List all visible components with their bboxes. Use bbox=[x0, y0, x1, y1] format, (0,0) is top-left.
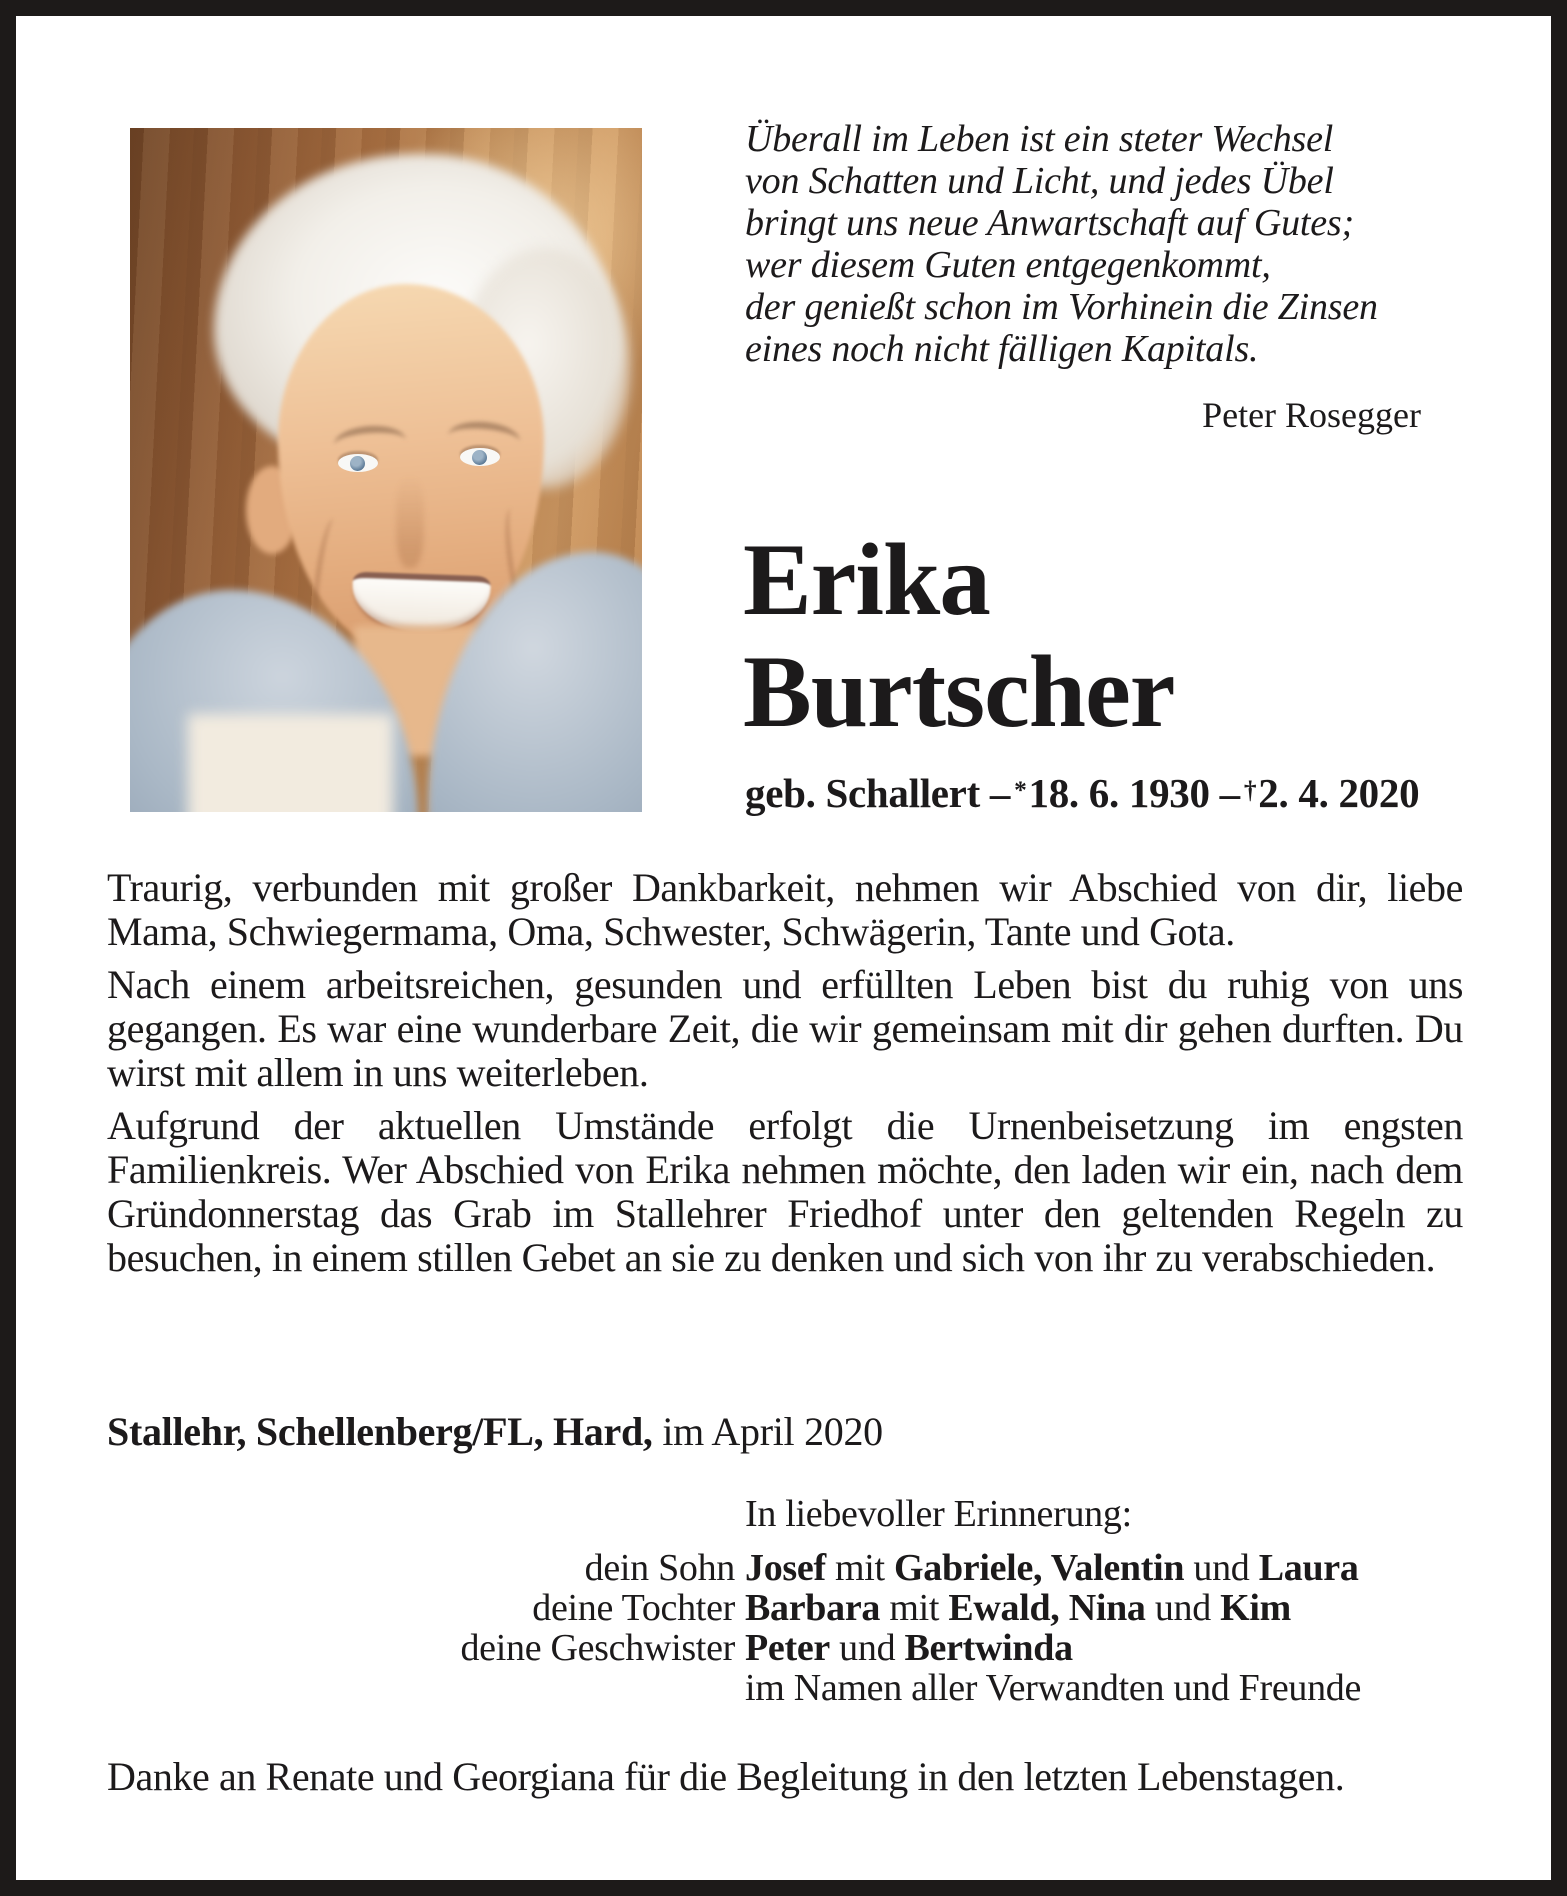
left-iris bbox=[350, 456, 365, 471]
relation-label: deine Geschwister bbox=[460, 1627, 735, 1669]
deceased-name bbox=[743, 524, 1483, 748]
place-date-line bbox=[107, 1408, 1463, 1456]
right-iris bbox=[472, 450, 487, 465]
paragraph-life: Nach einem arbeitsreichen, gesunden und erfüllten Leben bist du ruhig von uns gegangen. Es war eine wunderbare Zeit, die wir gemeinsam mit dir gehen durften. Du wirst mit allem in uns weiterleben. bbox=[107, 962, 1463, 1095]
quote-line: bringt uns neue Anwartschaft auf Gutes; bbox=[745, 202, 1354, 244]
remembrance-title: In liebevoller Erinnerung: bbox=[745, 1493, 1132, 1535]
quote-line: eines noch nicht fälligen Kapitals. bbox=[745, 328, 1259, 370]
portrait-photo bbox=[130, 128, 642, 812]
remembrance-section bbox=[107, 1494, 1463, 1708]
birth-date: 18. 6. 1930 – bbox=[1028, 770, 1240, 816]
white-shirt bbox=[188, 714, 393, 812]
maiden-name: geb. Schallert – bbox=[745, 770, 1011, 816]
quote-line: von Schatten und Licht, und jedes Übel bbox=[745, 160, 1334, 202]
thanks-line: Danke an Renate und Georgiana für die Begleitung in den letzten Lebenstagen. bbox=[107, 1754, 1345, 1799]
nose-shadow bbox=[396, 476, 424, 568]
date: im April 2020 bbox=[662, 1409, 883, 1454]
relation-label: dein Sohn bbox=[584, 1547, 735, 1589]
places: Stallehr, Schellenberg/FL, Hard, bbox=[107, 1409, 653, 1454]
relation-names: Barbara mit Ewald, Nina und Kim bbox=[745, 1587, 1292, 1629]
remembrance-closing-row bbox=[107, 1668, 1463, 1708]
birth-death-line bbox=[745, 766, 1485, 817]
obituary-body bbox=[107, 866, 1463, 1289]
quote-attribution: Peter Rosegger bbox=[1202, 395, 1421, 435]
family-entry-siblings bbox=[107, 1628, 1463, 1668]
paragraph-burial-info: Aufgrund der aktuellen Umstände erfolgt die Urnenbeisetzung im engsten Familienkreis. Wer Abschied von Erika nehmen möchte, den laden wir ein, nach dem Gründonnerstag das Grab im Stallehrer Friedhof unter den geltenden Regeln zu besuchen, in einem stillen Gebet an sie zu denken und sich von ihr zu verabschieden. bbox=[107, 1103, 1463, 1280]
remembrance-closing: im Namen aller Verwandten und Freunde bbox=[745, 1667, 1362, 1709]
quote-line: der genießt schon im Vorhinein die Zinsen bbox=[745, 286, 1378, 328]
deceased-last-name: Burtscher bbox=[743, 635, 1175, 749]
death-date: 2. 4. 2020 bbox=[1258, 770, 1420, 816]
quote-line: wer diesem Guten entgegenkommt, bbox=[745, 244, 1271, 286]
born-symbol: * bbox=[1014, 776, 1027, 804]
left-eye bbox=[338, 454, 378, 472]
deceased-first-name: Erika bbox=[743, 523, 990, 637]
paragraph-farewell: Traurig, verbunden mit großer Dankbarkeit, nehmen wir Abschied von dir, liebe Mama, Schwiegermama, Oma, Schwester, Schwägerin, Tante und Gota. bbox=[107, 865, 1463, 954]
died-symbol: † bbox=[1243, 776, 1257, 804]
memorial-quote bbox=[745, 118, 1463, 370]
family-entry-son bbox=[107, 1548, 1463, 1588]
relation-names: Peter und Bertwinda bbox=[745, 1627, 1073, 1669]
quote-line: Überall im Leben ist ein steter Wechsel bbox=[745, 118, 1334, 160]
right-eye bbox=[460, 448, 500, 466]
remembrance-title-row bbox=[107, 1494, 1463, 1548]
family-entry-daughter bbox=[107, 1588, 1463, 1628]
relation-names: Josef mit Gabriele, Valentin und Laura bbox=[745, 1547, 1359, 1589]
relation-label: deine Tochter bbox=[532, 1587, 735, 1629]
